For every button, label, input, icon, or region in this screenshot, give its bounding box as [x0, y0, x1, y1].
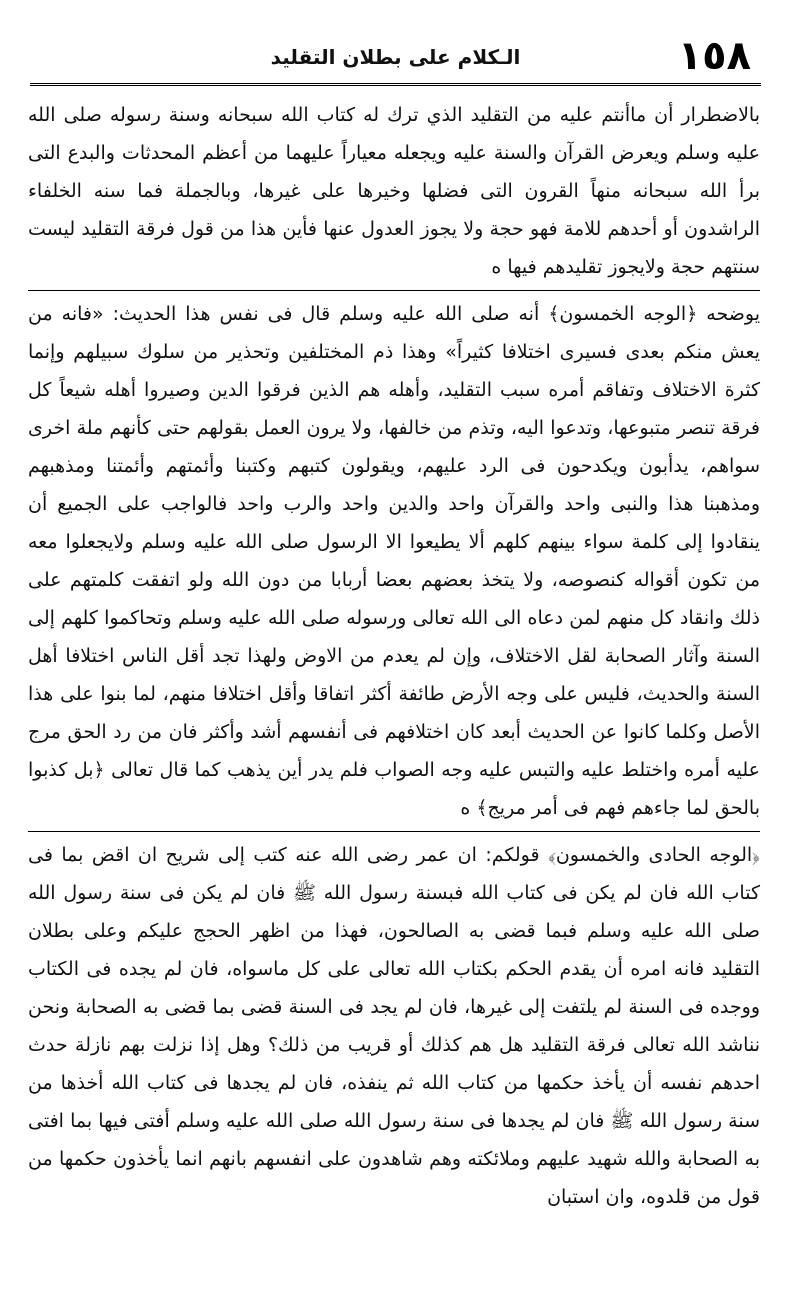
paragraph-1: بالاضطرار أن ماأنتم عليه من التقليد الذي ترك له كتاب الله سبحانه وسنة رسوله صلى الله عليه وسلم ويعرض القرآن والسنة عليه ويجعله معياراً عليهما من أعظم المحدثات والبدع التى برأ الله سبحانه منهاً القرون التى فضلها وخيرها على غيرها، وبالجملة فما سنه الخلفاء الراشدون أو أحدهم للامة فهو حجة ولا يجوز العدول عنها فأين هذا من قول فرقة التقليد ليست سنتهم حجة ولايجوز تقليدهم فيها ه — [28, 104, 760, 278]
paragraph-2: يوضحه ﴿الوجه الخمسون﴾ أنه صلى الله عليه وسلم قال فى نفس هذا الحديث: «فانه من يعش منكم بعدى فسيرى اختلافا كثيراً» وهذا ذم المختلفين وتحذير من سلوك سبيلهم وإنما كثرة الاختلاف وتفاقم أمره سبب التقليد، وأهله هم الذين فرقوا الدين وصيروا أهله شيعاً كل فرقة تنصر متبوعها، وتدعوا اليه، وتذم من خالفها، ولا يرون العمل بقولهم حتى كأنهم ملة اخرى سواهم، يدأبون ويكدحون فى الرد عليهم، ويقولون كتبهم وكتبنا وأئمتهم وأئمتنا ومذهبهم ومذهبنا هذا والنبى واحد والقرآن واحد والدين واحد والرب واحد فالواجب على الجميع أن ينقادوا إلى كلمة سواء بينهم كلهم ألا يطيعوا الا الرسول صلى الله عليه وسلم ولايجعلوا معه من تكون أقواله كنصوصه، ولا يتخذ بعضهم بعضا أربابا من دون الله ولو اتفقت كلمتهم على ذلك وانقاد كل منهم لمن دعاه الى الله تعالى ورسوله صلى الله عليه وسلم وتحاكموا كلهم إلى السنة وآثار الصحابة لقل الاختلاف، وإن لم يعدم من الاوض ولهذا تجد أقل الناس اختلافا أهل السنة والحديث، فليس على وجه الأرض طائفة أكثر اتفاقا وأقل اختلافا منهم، لما بنوا على هذا الأصل وكلما كانوا عن الحديث أبعد كان اختلافهم فى أنفسهم أشد وأكثر فان من رد الحق مرج عليه أمره واختلط عليه والتبس عليه وجه الصواب فلم يدر أين يذهب كما قال تعالى ﴿بل كذبوا بالحق لما جاءهم فهم فى أمر مريج﴾ ه — [28, 303, 760, 819]
main-text — [28, 96, 760, 1216]
paragraph-divider-2 — [28, 831, 760, 832]
running-title: الـكلام على بطلان التقليد — [270, 45, 521, 69]
page-number: ١٥٨ — [677, 33, 751, 79]
header-divider — [30, 83, 761, 86]
paragraph-divider-1 — [28, 290, 760, 291]
page-header — [30, 28, 761, 86]
paragraph-3: ﴿الوجه الحادى والخمسون﴾ قولكم: ان عمر رضى الله عنه كتب إلى شريح ان اقض بما فى كتاب الله فان لم يكن فى كتاب الله فبسنة رسول الله ﷺ فان لم يكن فى سنة رسول الله صلى الله عليه وسلم فبما قضى به الصالحون، فهذا من اظهر الحجج عليكم وعلى بطلان التقليد فانه امره أن يقدم الحكم بكتاب الله تعالى على كل ماسواه، فان لم يجده فى الكتاب ووجده فى السنة لم يلتفت إلى غيرها، فان لم يجد فى السنة قضى بما قضى به الصحابة ونحن نناشد الله تعالى فرقة التقليد هل هم كذلك أو قريب من ذلك؟ وهل إذا نزلت بهم نازلة حدث احدهم نفسه أن يأخذ حكمها من كتاب الله ثم ينفذه، فان لم يجدها فى كتاب الله أخذها من سنة رسول الله ﷺ فان لم يجدها فى سنة رسول الله صلى الله عليه وسلم أفتى فيها بما افتى به الصحابة والله شهيد عليهم وملائكته وهم شاهدون على انفسهم بانهم انما يأخذون حكمها من قول من قلدوه، وان استبان — [28, 844, 760, 1208]
